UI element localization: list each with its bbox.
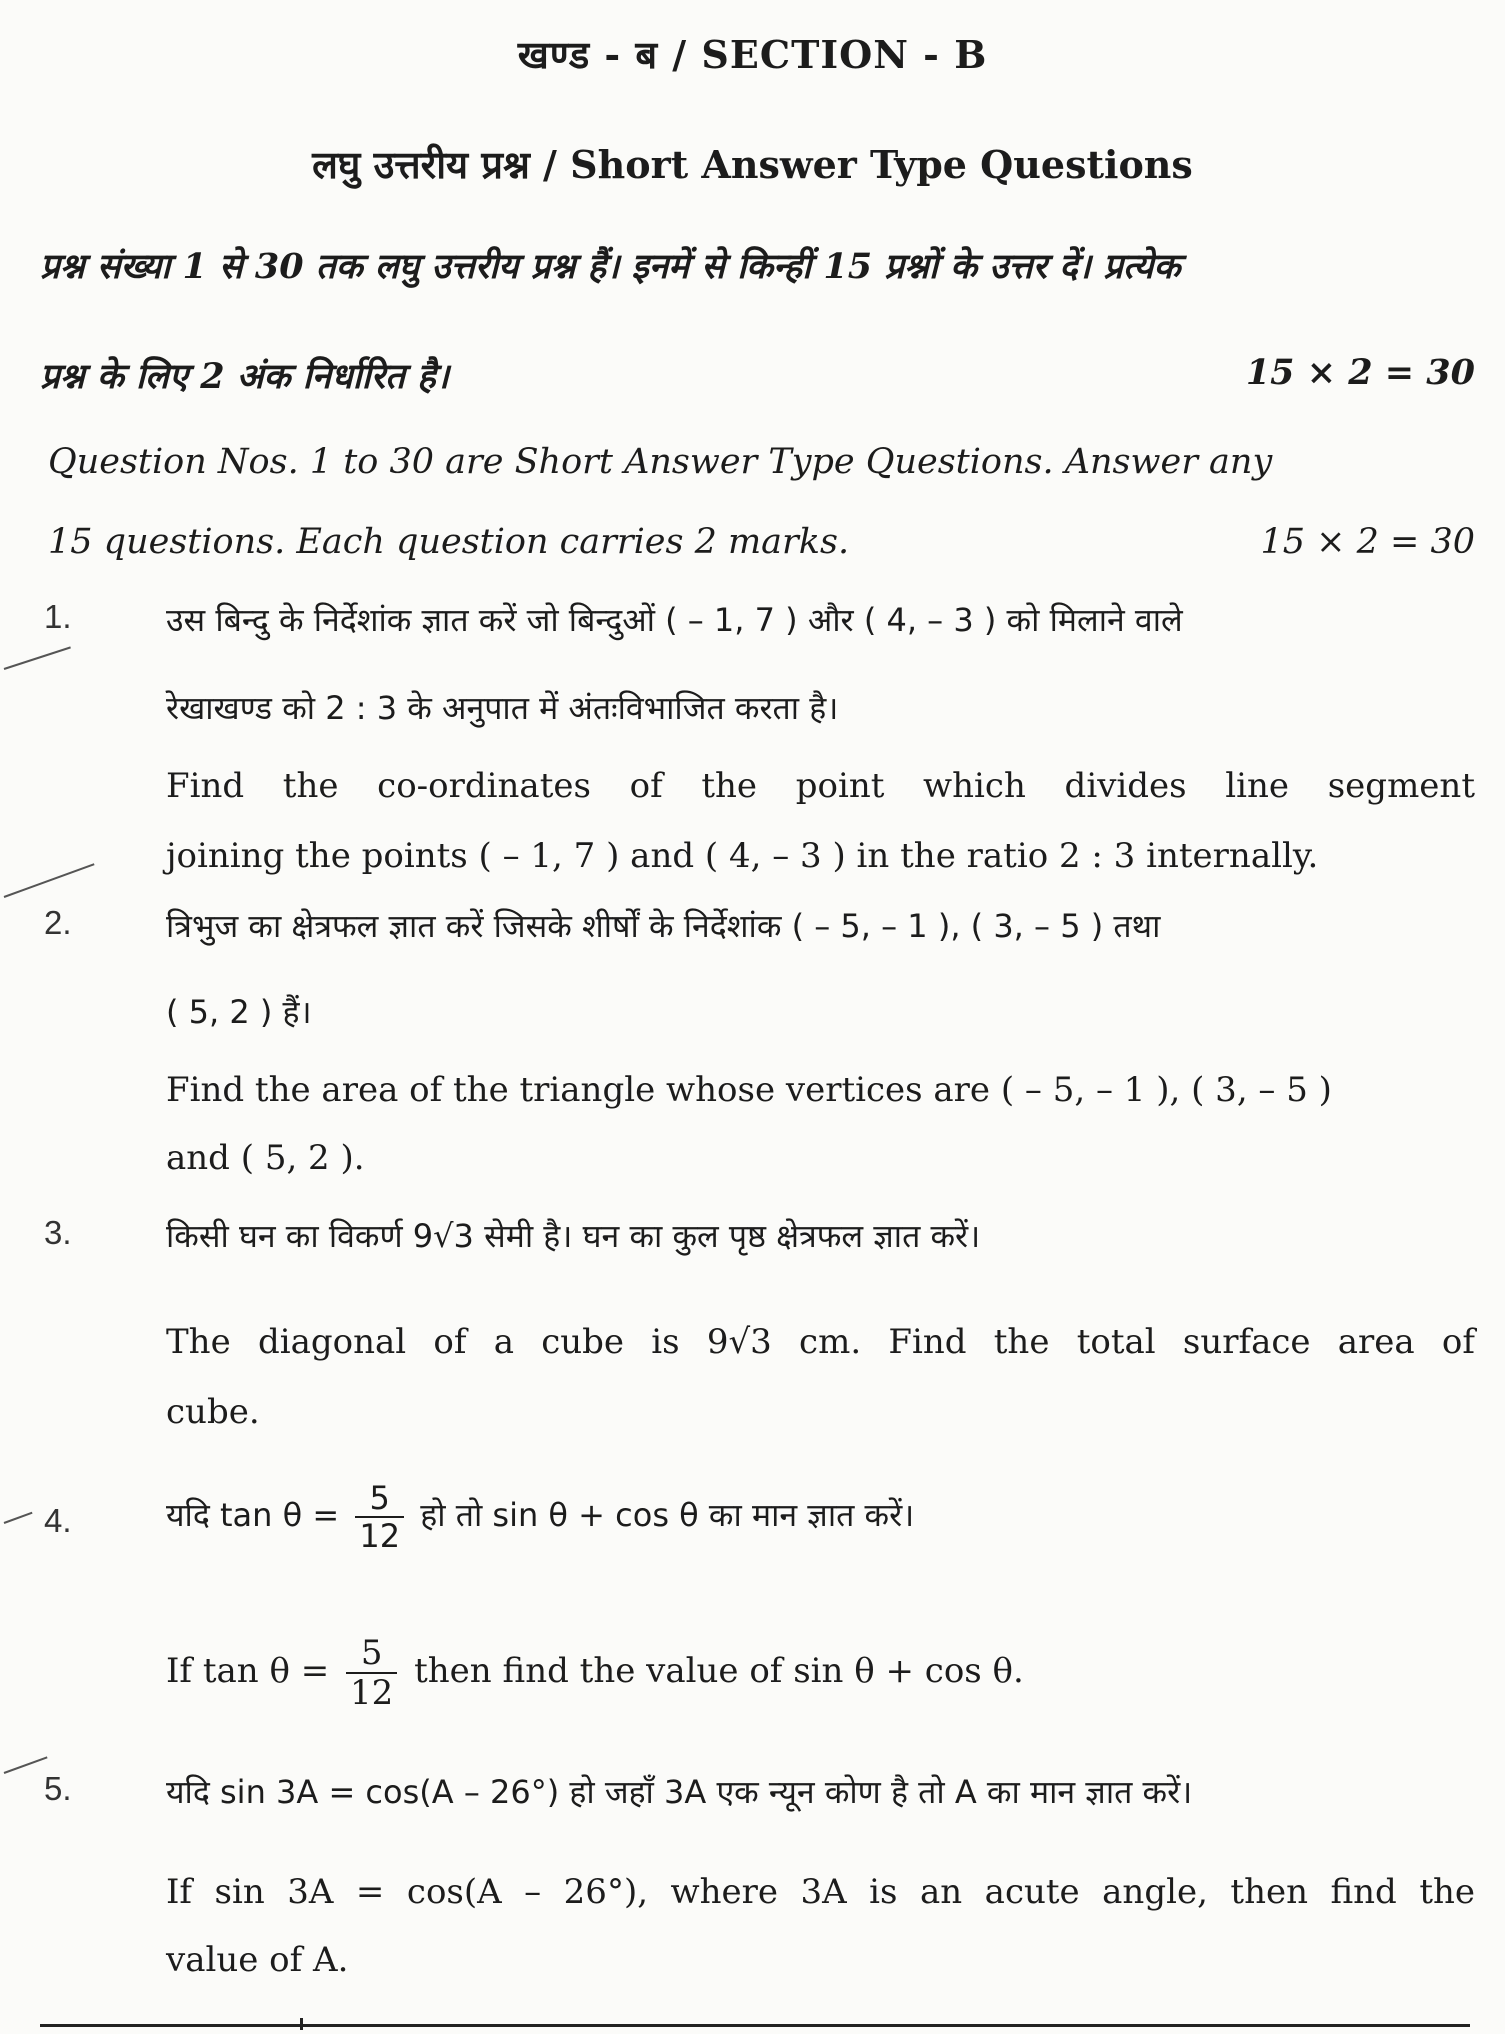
bottom-divider-tick xyxy=(300,2018,303,2030)
question-5-hindi-line-1: यदि sin 3A = cos(A – 26°) हो जहाँ 3A एक न्यून कोण है तो A का मान ज्ञात करें। xyxy=(166,1773,1193,1811)
fraction xyxy=(355,1479,404,1555)
fraction-numerator: 5 xyxy=(355,1482,404,1518)
instructions-hindi-line-2: प्रश्न के लिए 2 अंक निर्धारित है। xyxy=(40,356,450,397)
section-heading: खण्ड - ब / SECTION - B xyxy=(517,32,988,77)
question-1-hindi-line-1: उस बिन्दु के निर्देशांक ज्ञात करें जो बिन्दुओं ( – 1, 7 ) और ( 4, – 3 ) को मिलाने वाले xyxy=(166,601,1183,639)
fraction-denominator: 12 xyxy=(359,1517,401,1555)
question-4-hindi-prefix: यदि tan θ = xyxy=(166,1496,340,1534)
question-4-english-line xyxy=(166,1633,1475,1713)
question-3-hindi-line-1: किसी घन का विकर्ण 9√3 सेमी है। घन का कुल पृष्ठ क्षेत्रफल ज्ञात करें। xyxy=(166,1217,981,1255)
instructions-english-line-2: 15 questions. Each question carries 2 marks. xyxy=(48,522,850,562)
question-5-english-line-1: If sin 3A = cos(A – 26°), where 3A is an acute angle, then find the xyxy=(166,1872,1475,1912)
question-2-english-line-2: and ( 5, 2 ). xyxy=(166,1138,365,1178)
question-number: 3. xyxy=(44,1214,72,1251)
margin-pen-mark xyxy=(4,1512,33,1524)
question-2-hindi-line-1: त्रिभुज का क्षेत्रफल ज्ञात करें जिसके शीर्षों के निर्देशांक ( – 5, – 1 ), ( 3, – 5 ) तथा xyxy=(166,907,1161,945)
subsection-heading: लघु उत्तरीय प्रश्न / Short Answer Type Questions xyxy=(312,142,1193,187)
question-4-english-prefix: If tan θ = xyxy=(166,1651,330,1691)
marks-hindi: 15 × 2 = 30 xyxy=(1245,352,1475,393)
question-4-hindi-suffix: हो तो sin θ + cos θ का मान ज्ञात करें। xyxy=(420,1496,915,1534)
question-number: 2. xyxy=(44,904,72,941)
fraction-numerator: 5 xyxy=(346,1636,397,1674)
question-2-hindi-line-2: ( 5, 2 ) हैं। xyxy=(166,993,312,1031)
bottom-divider xyxy=(40,2024,1470,2027)
question-5-english-line-2: value of A. xyxy=(166,1940,349,1980)
question-number: 5. xyxy=(44,1770,72,1807)
question-4-english-suffix: then find the value of sin θ + cos θ. xyxy=(414,1651,1024,1691)
marks-english: 15 × 2 = 30 xyxy=(1260,522,1475,562)
margin-pen-mark xyxy=(4,1756,48,1774)
question-1-english-line-2: joining the points ( – 1, 7 ) and ( 4, – 3 ) in the ratio 2 : 3 internally. xyxy=(166,836,1319,876)
question-1-english-line-1: Find the co-ordinates of the point which divides line segment xyxy=(166,766,1475,806)
question-4-hindi-line xyxy=(166,1479,1475,1555)
question-1-hindi-line-2: रेखाखण्ड को 2 : 3 के अनुपात में अंतःविभाजित करता है। xyxy=(166,689,839,727)
question-number: 4. xyxy=(44,1502,72,1539)
margin-pen-mark xyxy=(4,646,71,670)
question-3-english-line-1: The diagonal of a cube is 9√3 cm. Find the total surface area of xyxy=(166,1322,1475,1362)
fraction xyxy=(346,1633,397,1713)
question-number: 1. xyxy=(44,598,72,635)
margin-pen-mark xyxy=(4,863,95,898)
question-2-english-line-1: Find the area of the triangle whose vertices are ( – 5, – 1 ), ( 3, – 5 ) xyxy=(166,1070,1332,1110)
fraction-denominator: 12 xyxy=(350,1673,394,1713)
question-3-english-line-2: cube. xyxy=(166,1392,260,1432)
instructions-english-line-1: Question Nos. 1 to 30 are Short Answer Type Questions. Answer any xyxy=(48,442,1273,482)
instructions-hindi-line-1: प्रश्न संख्या 1 से 30 तक लघु उत्तरीय प्रश्न हैं। इनमें से किन्हीं 15 प्रश्नों के उत्तर दें। प्रत्येक xyxy=(40,246,1181,287)
